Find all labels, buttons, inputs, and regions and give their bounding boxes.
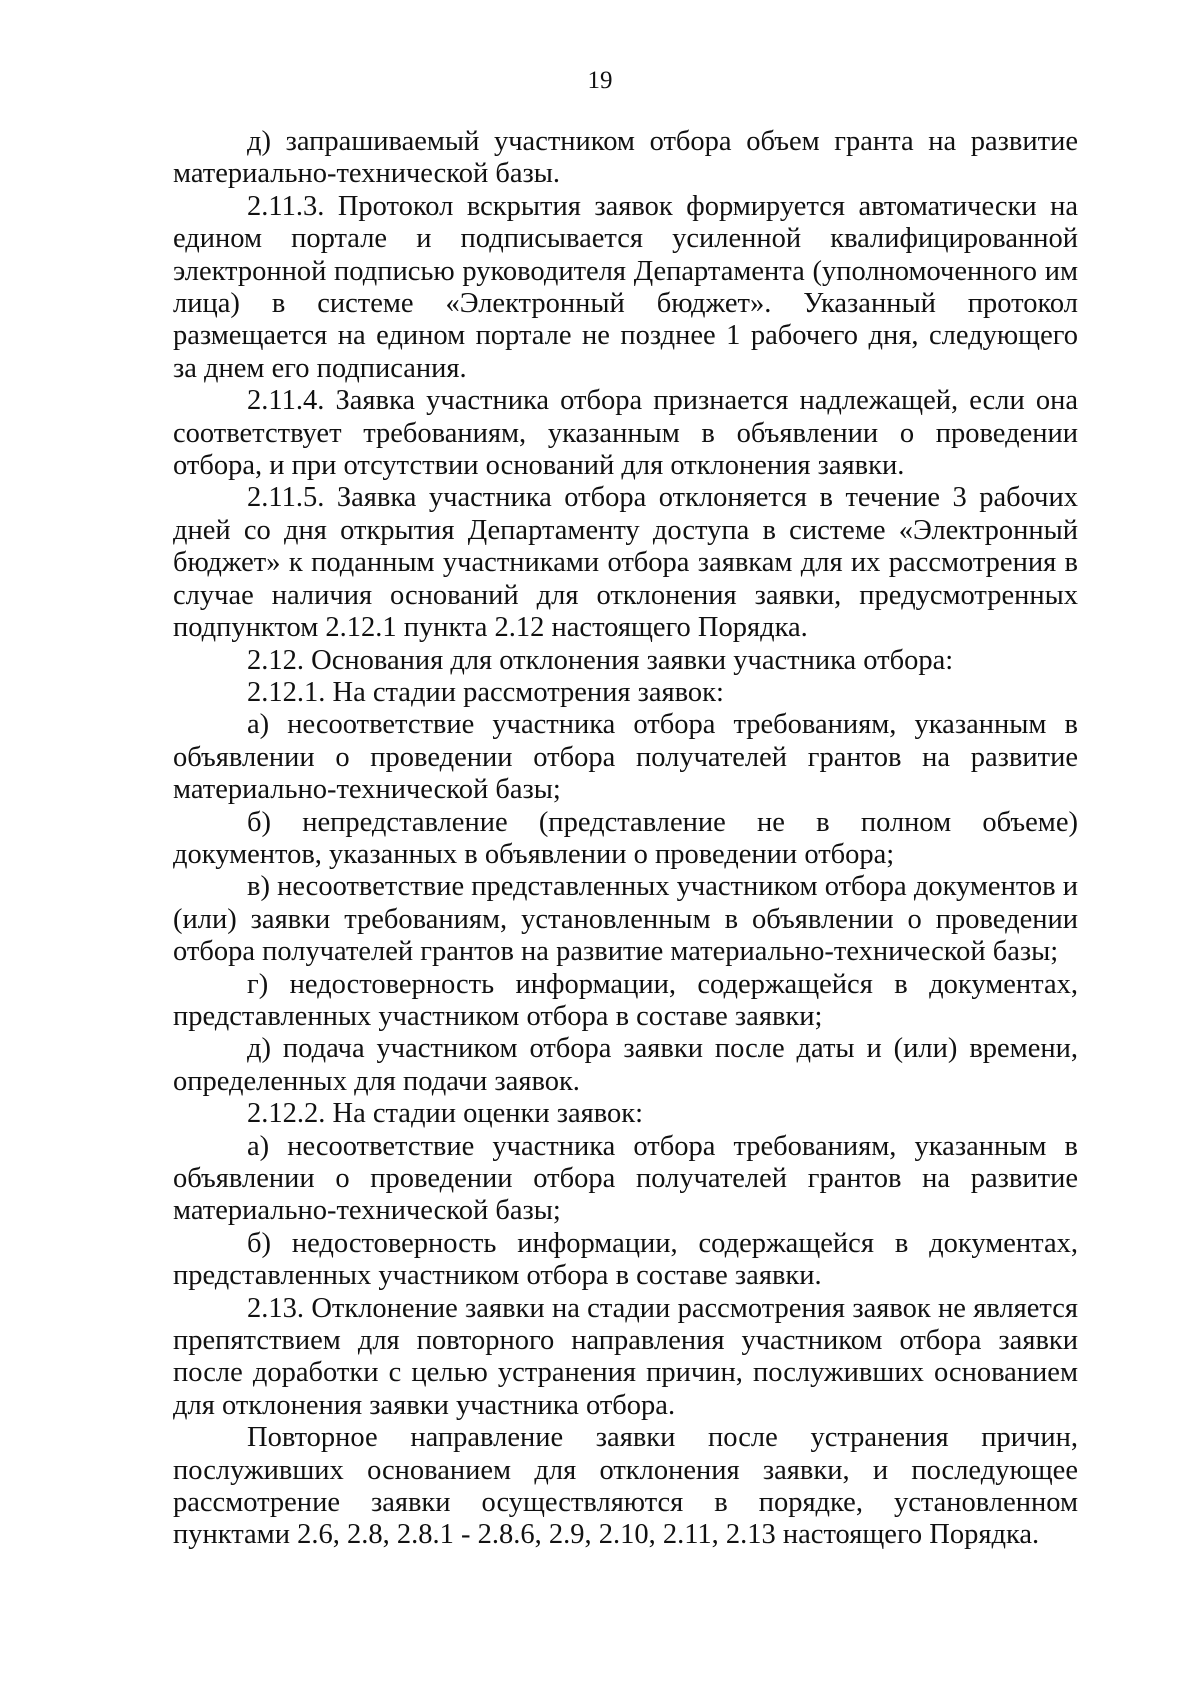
paragraph-2-12-1-v: в) несоответствие представленных участником отбора документов и (или) заявки требованиям, установленным в объявлении о проведении отбора получателей грантов на развитие материально-технической базы; <box>173 871 1078 968</box>
paragraph-2-12-1-a: а) несоответствие участника отбора требованиям, указанным в объявлении о проведении отбора получателей грантов на развитие материально-технической базы; <box>173 709 1078 806</box>
paragraph-2-12-1: 2.12.1. На стадии рассмотрения заявок: <box>247 676 724 708</box>
paragraph-2-11-5: 2.11.5. Заявка участника отбора отклоняется в течение 3 рабочих дней со дня открытия Департаменту доступа в системе «Электронный бюджет» к поданным участниками отбора заявкам для их рассмотрения в случае наличия оснований для отклонения заявки, предусмотренных подпунктом 2.12.1 пункта 2.12 настоящего Порядка. <box>173 482 1078 644</box>
paragraph-2-12-2-b: б) недостоверность информации, содержащейся в документах, представленных участником отбора в составе заявки. <box>173 1227 1078 1292</box>
paragraph-2-12-2-a: а) несоответствие участника отбора требованиям, указанным в объявлении о проведении отбора получателей грантов на развитие материально-технической базы; <box>173 1130 1078 1227</box>
paragraph-2-12: 2.12. Основания для отклонения заявки участника отбора: <box>247 644 954 676</box>
paragraph-2-11-4: 2.11.4. Заявка участника отбора признается надлежащей, если она соответствует требованиям, указанным в объявлении о проведении отбора, и при отсутствии оснований для отклонения заявки. <box>173 385 1078 482</box>
paragraph-2-12-1-b: б) непредставление (представление не в полном объеме) документов, указанных в объявлении о проведении отбора; <box>173 806 1078 870</box>
paragraph-2-11-3: 2.11.3. Протокол вскрытия заявок формируется автоматически на едином портале и подписывается усиленной квалифицированной электронной подписью руководителя Департамента (уполномоченного им лица) в системе «Электронный бюджет». Указанный протокол размещается на едином портале не позднее 1 рабочего дня, следующего за днем его подписания. <box>173 190 1078 384</box>
paragraph-resubmission: Повторное направление заявки после устранения причин, послуживших основанием для отклонения заявки, и последующее рассмотрение заявки осуществляются в порядке, установленном пунктами 2.6, 2.8, 2.8.1 - 2.8.6, 2.9, 2.10, 2.11, 2.13 настоящего Порядка. <box>173 1422 1078 1551</box>
paragraph-2-13: 2.13. Отклонение заявки на стадии рассмотрения заявок не является препятствием для повторного направления участником отбора заявки после доработки с целью устранения причин, послуживших основанием для отклонения заявки участника отбора. <box>173 1292 1078 1421</box>
paragraph-2-12-2: 2.12.2. На стадии оценки заявок: <box>247 1098 644 1130</box>
document-body <box>173 126 1078 1552</box>
paragraph-2-12-1-g: г) недостоверность информации, содержащейся в документах, представленных участником отбора в составе заявки; <box>173 968 1078 1032</box>
paragraph-item-d-requested-grant: д) запрашиваемый участником отбора объем гранта на развитие материально-технической базы. <box>173 126 1078 190</box>
page-number: 19 <box>587 67 613 94</box>
paragraph-2-12-1-d: д) подача участником отбора заявки после даты и (или) времени, определенных для подачи заявок. <box>173 1033 1078 1097</box>
